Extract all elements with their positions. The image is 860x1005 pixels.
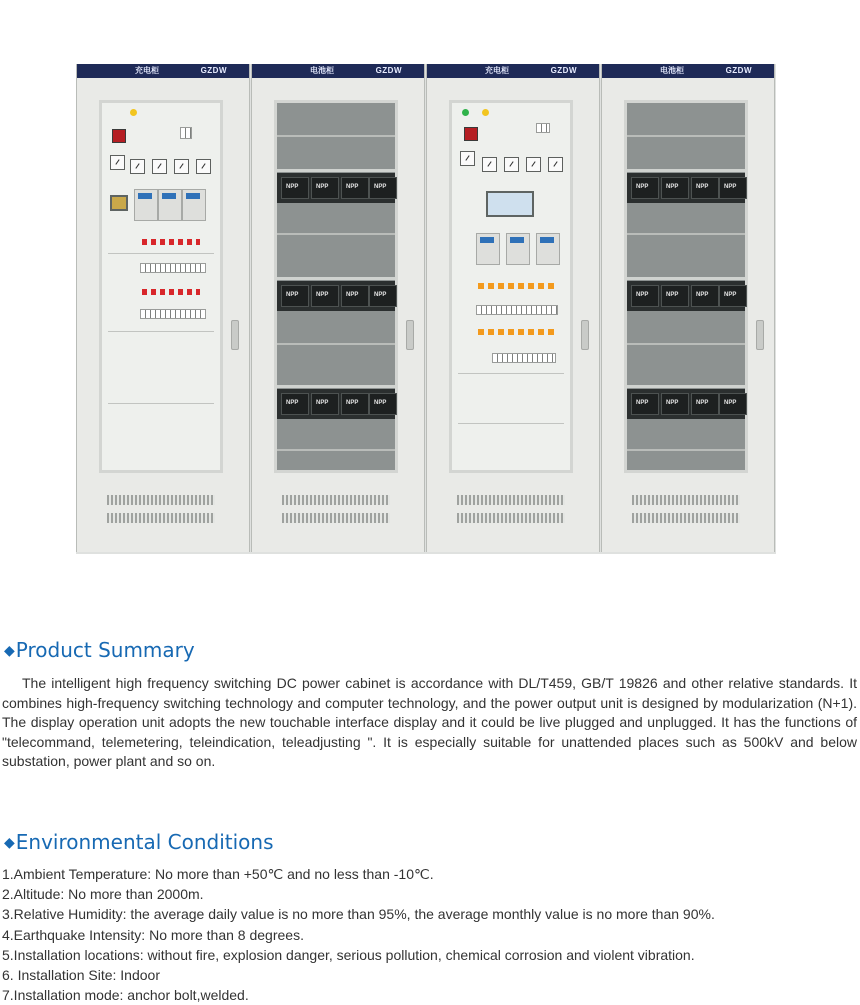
section-title-text: Environmental Conditions	[15, 830, 274, 854]
battery: NPP	[661, 285, 689, 307]
battery: NPP	[631, 177, 659, 199]
condition-item: 2.Altitude: No more than 2000m.	[2, 886, 204, 903]
cabinet-door	[449, 100, 573, 473]
battery: NPP	[369, 285, 397, 307]
battery: NPP	[281, 393, 309, 415]
condition-item: 4.Earthquake Intensity: No more than 8 degrees.	[2, 926, 304, 943]
battery-shelf	[627, 173, 745, 203]
indicator-lamp	[130, 109, 137, 116]
breaker	[180, 127, 192, 139]
conditions-list	[2, 864, 857, 1005]
battery: NPP	[341, 285, 369, 307]
meter	[130, 159, 145, 174]
battery: NPP	[341, 393, 369, 415]
cabinet-name: 电池柜	[310, 66, 334, 75]
charging-cabinet	[76, 64, 250, 552]
cabinet-name: 充电柜	[485, 66, 509, 75]
rectifier-module	[158, 189, 182, 221]
battery: NPP	[719, 177, 747, 199]
breaker-row	[492, 353, 556, 363]
indicator-lamps-row	[478, 283, 556, 289]
main-switch	[464, 127, 478, 141]
product-image	[76, 64, 776, 554]
cabinet-name: 电池柜	[660, 66, 684, 75]
condition-item: 7.Installation mode: anchor bolt,welded.	[2, 987, 249, 1004]
main-switch	[112, 129, 126, 143]
indicator-lamps-row	[142, 239, 200, 245]
condition-item: 5.Installation locations: without fire, explosion danger, serious pollution, chemical corrosion and violent vibration.	[2, 946, 695, 963]
rectifier-module	[182, 189, 206, 221]
diamond-bullet-icon: ◆	[4, 643, 15, 659]
battery: NPP	[369, 177, 397, 199]
rectifier-module	[476, 233, 500, 265]
indicator-lamps-row	[142, 289, 200, 295]
rectifier-module	[536, 233, 560, 265]
battery: NPP	[311, 393, 339, 415]
meter	[110, 155, 125, 170]
cabinet-door	[99, 100, 223, 473]
meter	[196, 159, 211, 174]
battery-shelf	[627, 389, 745, 419]
battery-shelf	[627, 281, 745, 311]
battery-shelf	[277, 389, 395, 419]
controller-display	[110, 195, 128, 211]
vent-grille	[632, 513, 740, 523]
vent-grille	[282, 495, 390, 505]
battery: NPP	[691, 177, 719, 199]
battery-shelf	[277, 281, 395, 311]
indicator-lamp	[462, 109, 469, 116]
battery: NPP	[691, 393, 719, 415]
condition-item: 1.Ambient Temperature: No more than +50℃ and no less than -10℃.	[2, 866, 434, 882]
battery: NPP	[281, 177, 309, 199]
battery: NPP	[719, 285, 747, 307]
breaker-row	[476, 305, 558, 315]
cabinet-header	[427, 64, 599, 78]
meter	[526, 157, 541, 172]
condition-item: 3.Relative Humidity: the average daily value is no more than 95%, the average monthly value is no more than 90%.	[2, 906, 715, 923]
vent-grille	[457, 495, 565, 505]
vent-grille	[457, 513, 565, 523]
meter	[152, 159, 167, 174]
diamond-bullet-icon: ◆	[4, 835, 15, 851]
cabinet-brand: GZDW	[200, 66, 227, 75]
vent-grille	[282, 513, 390, 523]
breaker-row	[140, 309, 206, 319]
battery: NPP	[661, 393, 689, 415]
touch-display	[486, 191, 534, 217]
section-title-text: Product Summary	[15, 638, 195, 662]
breaker	[536, 123, 550, 133]
product-summary-text: The intelligent high frequency switching DC power cabinet is accordance with DL/T459, GB/T 19826 and other relative standards. It combines high-frequency switching technology and computer technology, and the power output unit is designed by modularization (N+1). The display operation unit adopts the new touchable interface display and it could be live plugged and unplugged. It has the functions of "telecommand, telemetering, teleindication, teleadjusting ". It is especially suitable for unattended places such as 500kV and below substation, power plant and so on.	[2, 675, 857, 770]
section-title-product-summary	[4, 638, 195, 662]
battery: NPP	[369, 393, 397, 415]
door-handle	[756, 320, 764, 350]
vent-grille	[107, 495, 215, 505]
battery: NPP	[719, 393, 747, 415]
meter	[482, 157, 497, 172]
vent-grille	[107, 513, 215, 523]
battery-cabinet	[251, 64, 425, 552]
battery: NPP	[311, 285, 339, 307]
battery: NPP	[281, 285, 309, 307]
cabinet-brand: GZDW	[550, 66, 577, 75]
glass-door	[274, 100, 398, 473]
rectifier-module	[134, 189, 158, 221]
door-handle	[406, 320, 414, 350]
glass-door	[624, 100, 748, 473]
door-handle	[231, 320, 239, 350]
cabinet-header	[602, 64, 774, 78]
meter	[504, 157, 519, 172]
rectifier-module	[506, 233, 530, 265]
vent-grille	[632, 495, 740, 505]
battery: NPP	[691, 285, 719, 307]
battery: NPP	[661, 177, 689, 199]
condition-item: 6. Installation Site: Indoor	[2, 967, 160, 984]
cabinet-name: 充电柜	[135, 66, 159, 75]
cabinet-header	[77, 64, 249, 78]
cabinet-brand: GZDW	[725, 66, 752, 75]
charging-cabinet	[426, 64, 600, 552]
battery-cabinet	[601, 64, 775, 552]
battery: NPP	[631, 393, 659, 415]
breaker-row	[140, 263, 206, 273]
battery: NPP	[631, 285, 659, 307]
door-handle	[581, 320, 589, 350]
indicator-lamps-row	[478, 329, 556, 335]
meter	[174, 159, 189, 174]
section-title-environmental-conditions	[4, 830, 274, 854]
meter	[460, 151, 475, 166]
indicator-lamp	[482, 109, 489, 116]
battery: NPP	[341, 177, 369, 199]
battery: NPP	[311, 177, 339, 199]
cabinet-brand: GZDW	[375, 66, 402, 75]
battery-shelf	[277, 173, 395, 203]
cabinet-header	[252, 64, 424, 78]
meter	[548, 157, 563, 172]
